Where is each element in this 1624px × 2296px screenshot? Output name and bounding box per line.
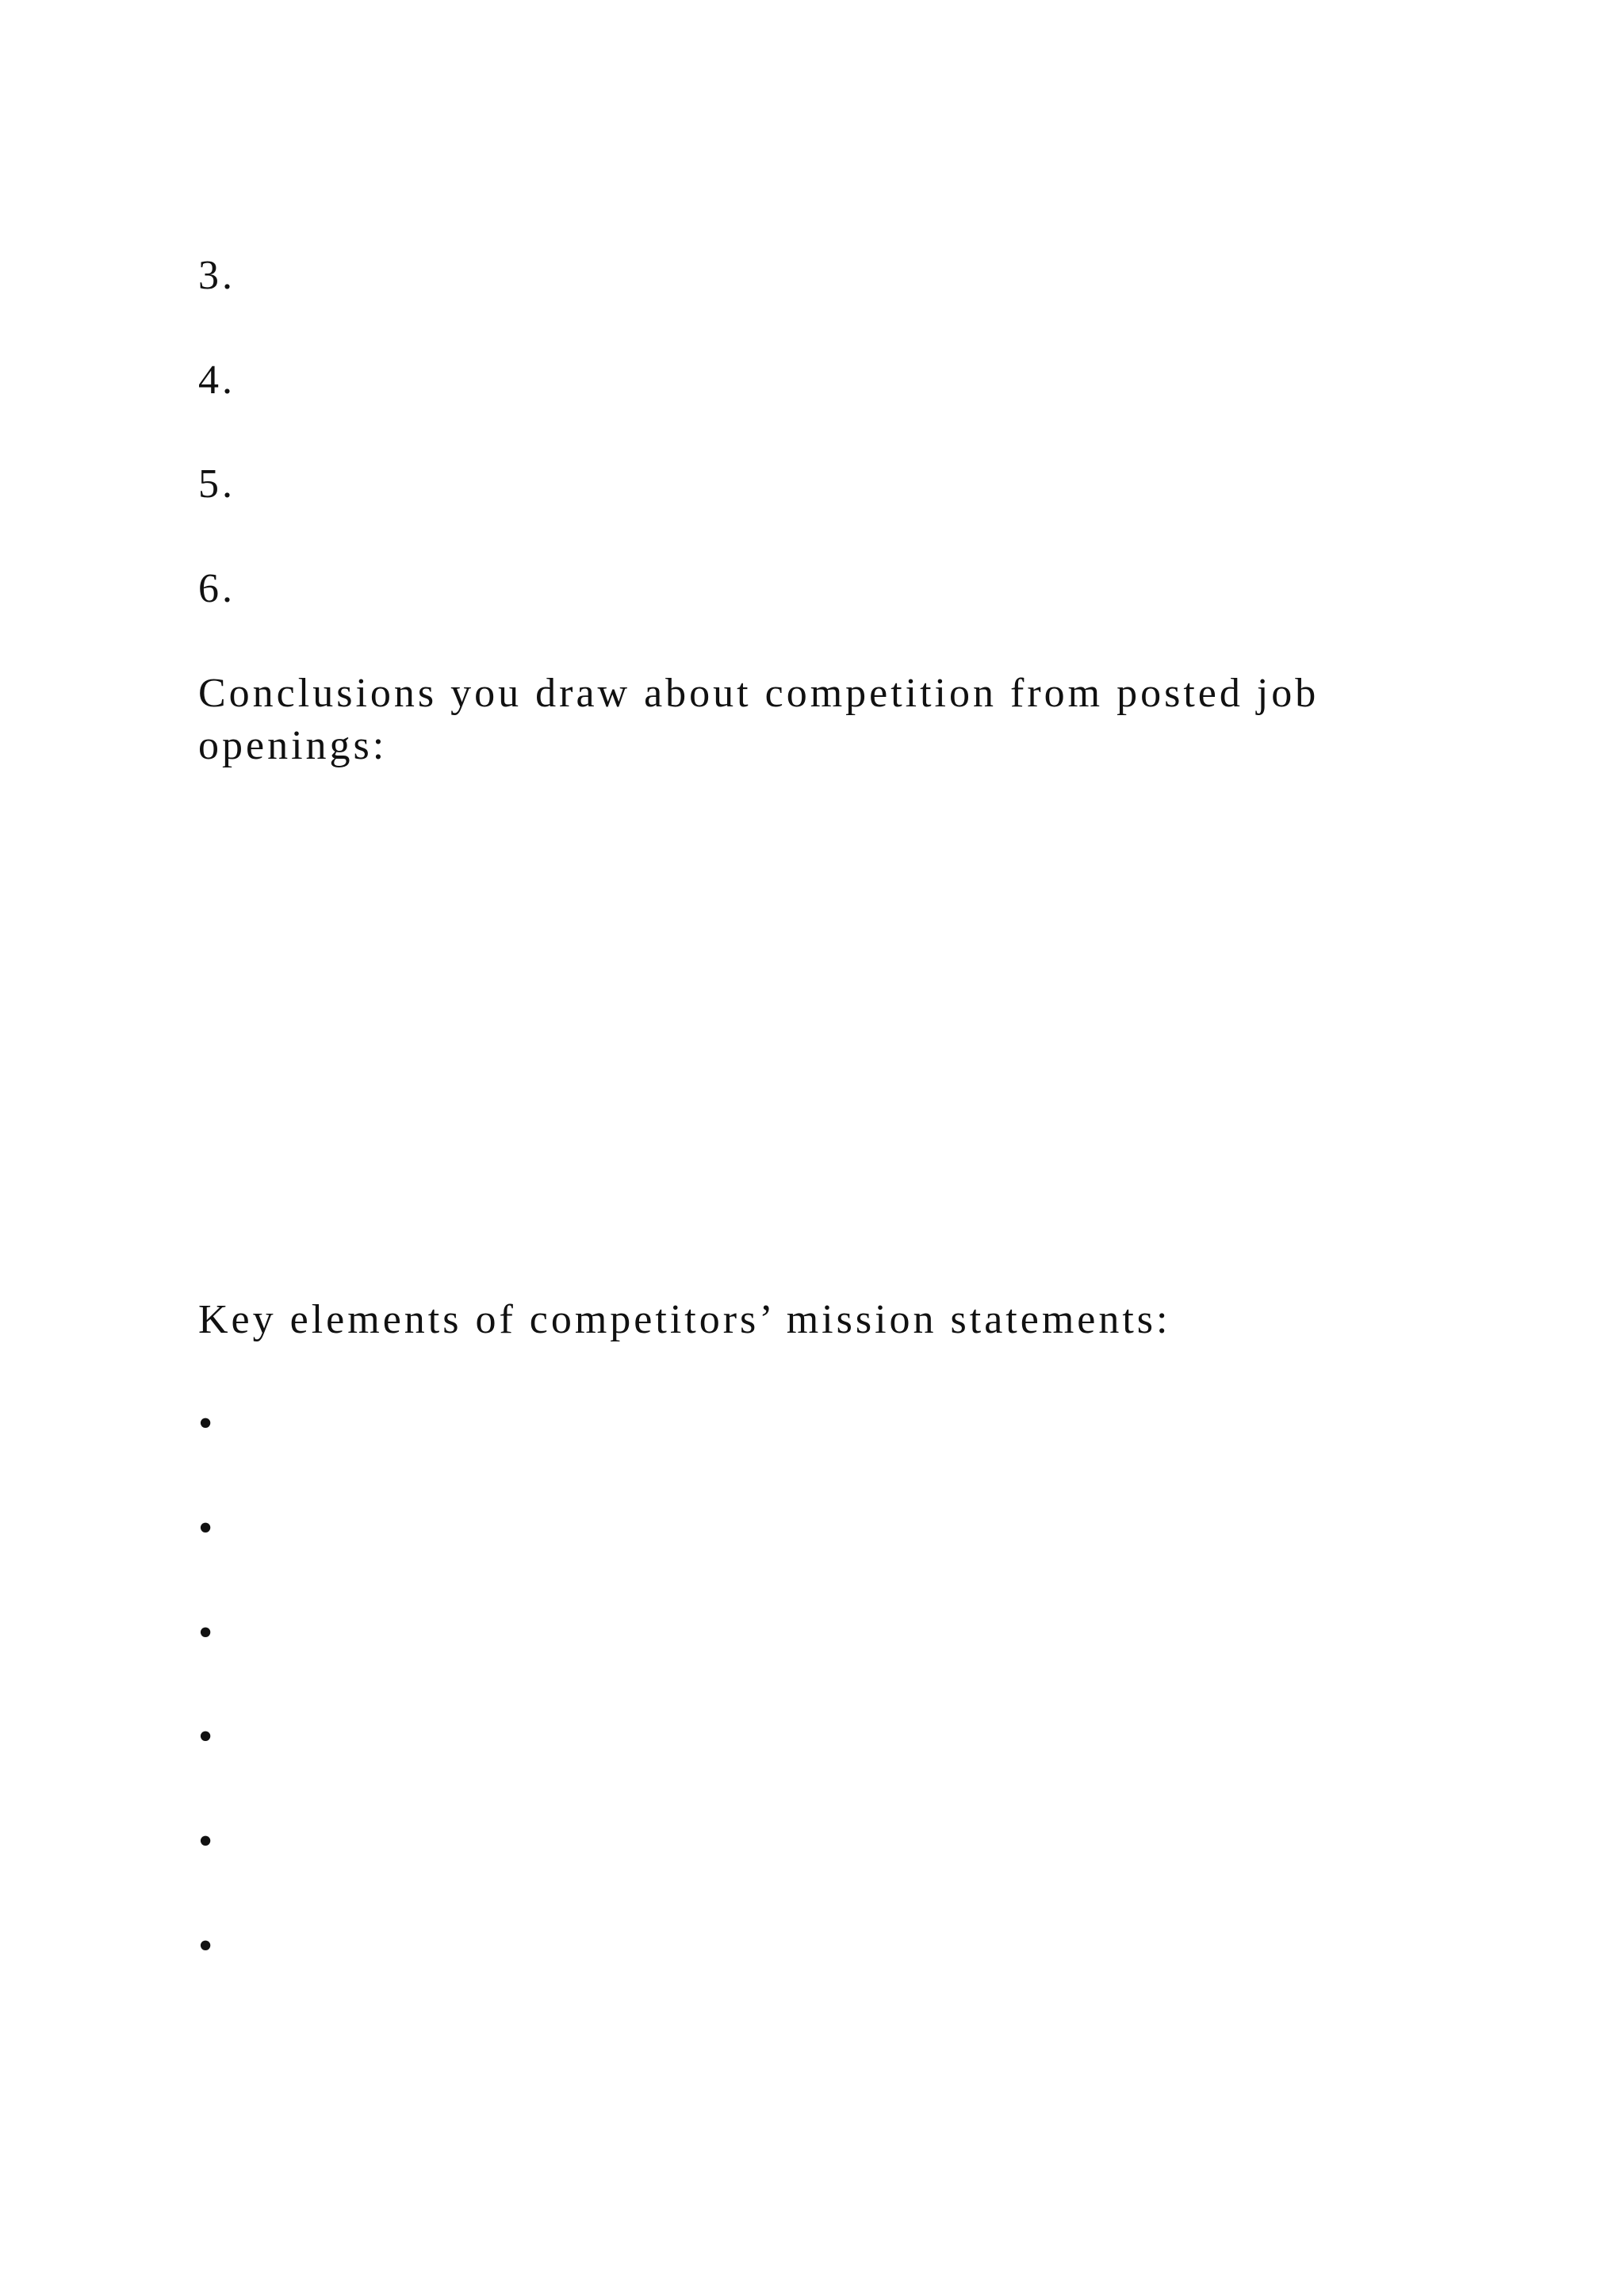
numbered-item-5: 5.	[198, 461, 236, 507]
conclusions-heading: Conclusions you draw about competition from posted job openings:	[198, 671, 1320, 768]
mission-heading: Key elements of competitors’ mission statements:	[198, 1297, 1171, 1342]
numbered-item-6: 6.	[198, 566, 236, 611]
bullet-item: •	[198, 1714, 213, 1759]
bullet-item: •	[198, 1506, 213, 1551]
numbered-item-4: 4.	[198, 358, 236, 403]
numbered-item-3: 3.	[198, 253, 236, 298]
bullet-item: •	[198, 1610, 213, 1655]
bullet-item: •	[198, 1819, 213, 1864]
bullet-item: •	[198, 1401, 213, 1446]
bullet-item: •	[198, 1923, 213, 1969]
